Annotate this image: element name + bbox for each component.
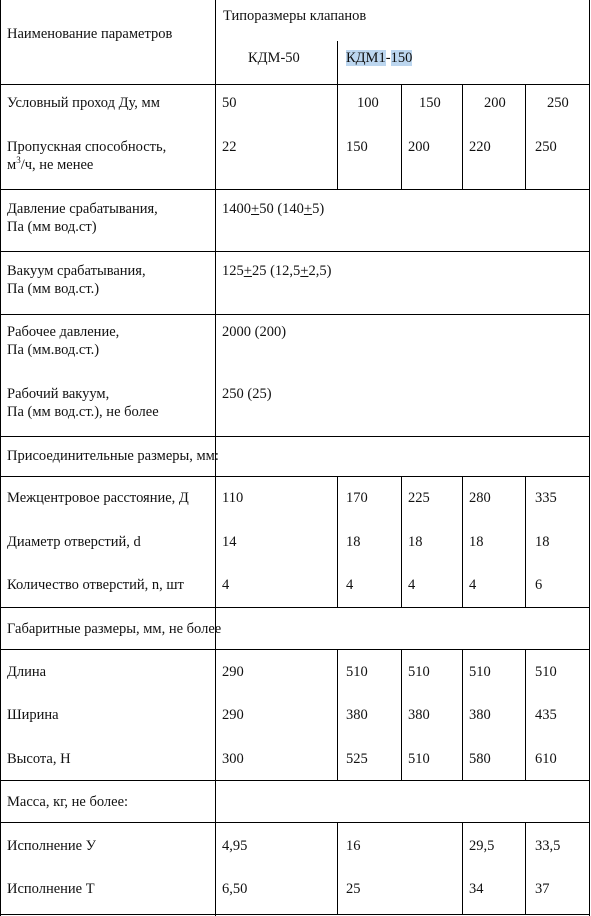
cell: 34	[469, 881, 484, 897]
cell: 33,5	[535, 838, 561, 854]
row-label-width: Ширина	[7, 707, 59, 723]
cell: 4	[222, 577, 230, 593]
cell: 150	[419, 95, 441, 111]
working-pressure-value: 2000 (200)	[222, 324, 287, 340]
param-column-header: Наименование параметров	[7, 26, 173, 42]
column-divider	[462, 822, 463, 914]
row-divider	[0, 314, 590, 315]
cell: 435	[535, 707, 557, 723]
cell: 610	[535, 751, 557, 767]
column-divider	[337, 649, 338, 780]
row-divider	[0, 436, 590, 437]
column-divider	[462, 476, 463, 607]
row-divider	[0, 780, 590, 781]
table-border-right	[589, 0, 590, 916]
cell: 14	[222, 534, 237, 550]
trigger-pressure-value: 1400+50 (140+5)	[222, 201, 325, 217]
cell: 280	[469, 490, 491, 506]
cell: 510	[408, 751, 430, 767]
cell: 290	[222, 707, 244, 723]
row-label-nominal-bore: Условный проход Ду, мм	[7, 95, 160, 111]
cell: 37	[535, 881, 550, 897]
cell: 16	[346, 838, 361, 854]
row-label-length: Длина	[7, 664, 47, 680]
row-label-working-vacuum-unit: Па (мм вод.ст.), не более	[7, 404, 159, 420]
row-divider	[0, 649, 590, 650]
working-vacuum-value: 250 (25)	[222, 386, 272, 402]
cell: 380	[408, 707, 430, 723]
row-label-working-pressure: Рабочее давление,	[7, 324, 120, 340]
cell: 200	[408, 139, 430, 155]
cell: 18	[408, 534, 423, 550]
section-title-overall: Габаритные размеры, мм, не более	[7, 621, 222, 637]
cell: 510	[469, 664, 491, 680]
cell: 4	[346, 577, 354, 593]
cell: 510	[408, 664, 430, 680]
cell: 250	[535, 139, 557, 155]
cell: 510	[535, 664, 557, 680]
row-divider	[0, 251, 590, 252]
cell: 380	[469, 707, 491, 723]
cell: 18	[346, 534, 361, 550]
row-divider	[0, 476, 590, 477]
model-kdm1-part: КДМ1	[346, 50, 386, 66]
cell: 300	[222, 751, 244, 767]
model-kdm-50: КДМ-50	[248, 50, 300, 66]
column-divider	[337, 476, 338, 607]
cell: 4,95	[222, 838, 248, 854]
row-label-trigger-vacuum-unit: Па (мм вод.ст.)	[7, 281, 100, 297]
row-divider	[0, 84, 590, 85]
column-divider	[525, 476, 526, 607]
cell: 4	[408, 577, 416, 593]
cell: 110	[222, 490, 244, 506]
column-divider	[337, 41, 338, 84]
cell: 29,5	[469, 838, 495, 854]
column-divider	[462, 84, 463, 189]
cell: 220	[469, 139, 491, 155]
model-separator: -	[385, 50, 391, 66]
row-label-trigger-vacuum: Вакуум срабатывания,	[7, 263, 146, 279]
row-label-version-t: Исполнение Т	[7, 881, 95, 897]
row-divider	[0, 822, 590, 823]
row-label-working-vacuum: Рабочий вакуум,	[7, 386, 110, 402]
cell: 25	[346, 881, 361, 897]
column-divider	[337, 822, 338, 914]
column-divider	[401, 649, 402, 780]
cell: 170	[346, 490, 368, 506]
row-label-trigger-pressure-unit: Па (мм вод.ст)	[7, 219, 97, 235]
cell: 22	[222, 139, 237, 155]
row-label-height: Высота, Н	[7, 751, 71, 767]
column-divider	[337, 84, 338, 189]
cell: 6	[535, 577, 543, 593]
cell: 525	[346, 751, 368, 767]
cell: 18	[469, 534, 484, 550]
trigger-vacuum-value: 125+25 (12,5+2,5)	[222, 263, 332, 279]
column-divider	[401, 84, 402, 189]
cell: 4	[469, 577, 477, 593]
column-divider	[525, 649, 526, 780]
cell: 380	[346, 707, 368, 723]
row-label-hole-count: Количество отверстий, n, шт	[7, 577, 184, 593]
model-kdm1-150	[346, 48, 412, 68]
column-divider	[525, 822, 526, 914]
section-title-connection: Присоединительные размеры, мм:	[7, 448, 219, 464]
section-title-mass: Масса, кг, не более:	[7, 794, 129, 810]
row-label-trigger-pressure: Давление срабатывания,	[7, 201, 158, 217]
cell: 200	[484, 95, 506, 111]
cell: 18	[535, 534, 550, 550]
row-label-hole-diameter: Диаметр отверстий, d	[7, 534, 141, 550]
row-label-capacity-unit: $м^3/ч$, не менее	[7, 155, 94, 173]
cell: 50	[222, 95, 237, 111]
cell: 6,50	[222, 881, 248, 897]
row-label-version-u: Исполнение У	[7, 838, 97, 854]
row-divider	[0, 607, 590, 608]
cell: 150	[346, 139, 368, 155]
cell: 510	[346, 664, 368, 680]
table-border-bottom	[0, 914, 590, 915]
cell: 290	[222, 664, 244, 680]
model-150-part: 150	[390, 50, 413, 66]
column-divider	[462, 649, 463, 780]
row-divider	[0, 189, 590, 190]
cell: 580	[469, 751, 491, 767]
cell: 225	[408, 490, 430, 506]
column-divider	[525, 84, 526, 189]
cell: 100	[357, 95, 379, 111]
row-label-working-pressure-unit: Па (мм.вод.ст.)	[7, 342, 100, 358]
column-divider	[401, 476, 402, 607]
sizes-header: Типоразмеры клапанов	[223, 8, 367, 24]
cell: 335	[535, 490, 557, 506]
table-border-left	[0, 0, 1, 916]
row-label-capacity: Пропускная способность,	[7, 139, 167, 155]
cell: 250	[547, 95, 569, 111]
row-label-center-distance: Межцентровое расстояние, Д	[7, 490, 189, 506]
